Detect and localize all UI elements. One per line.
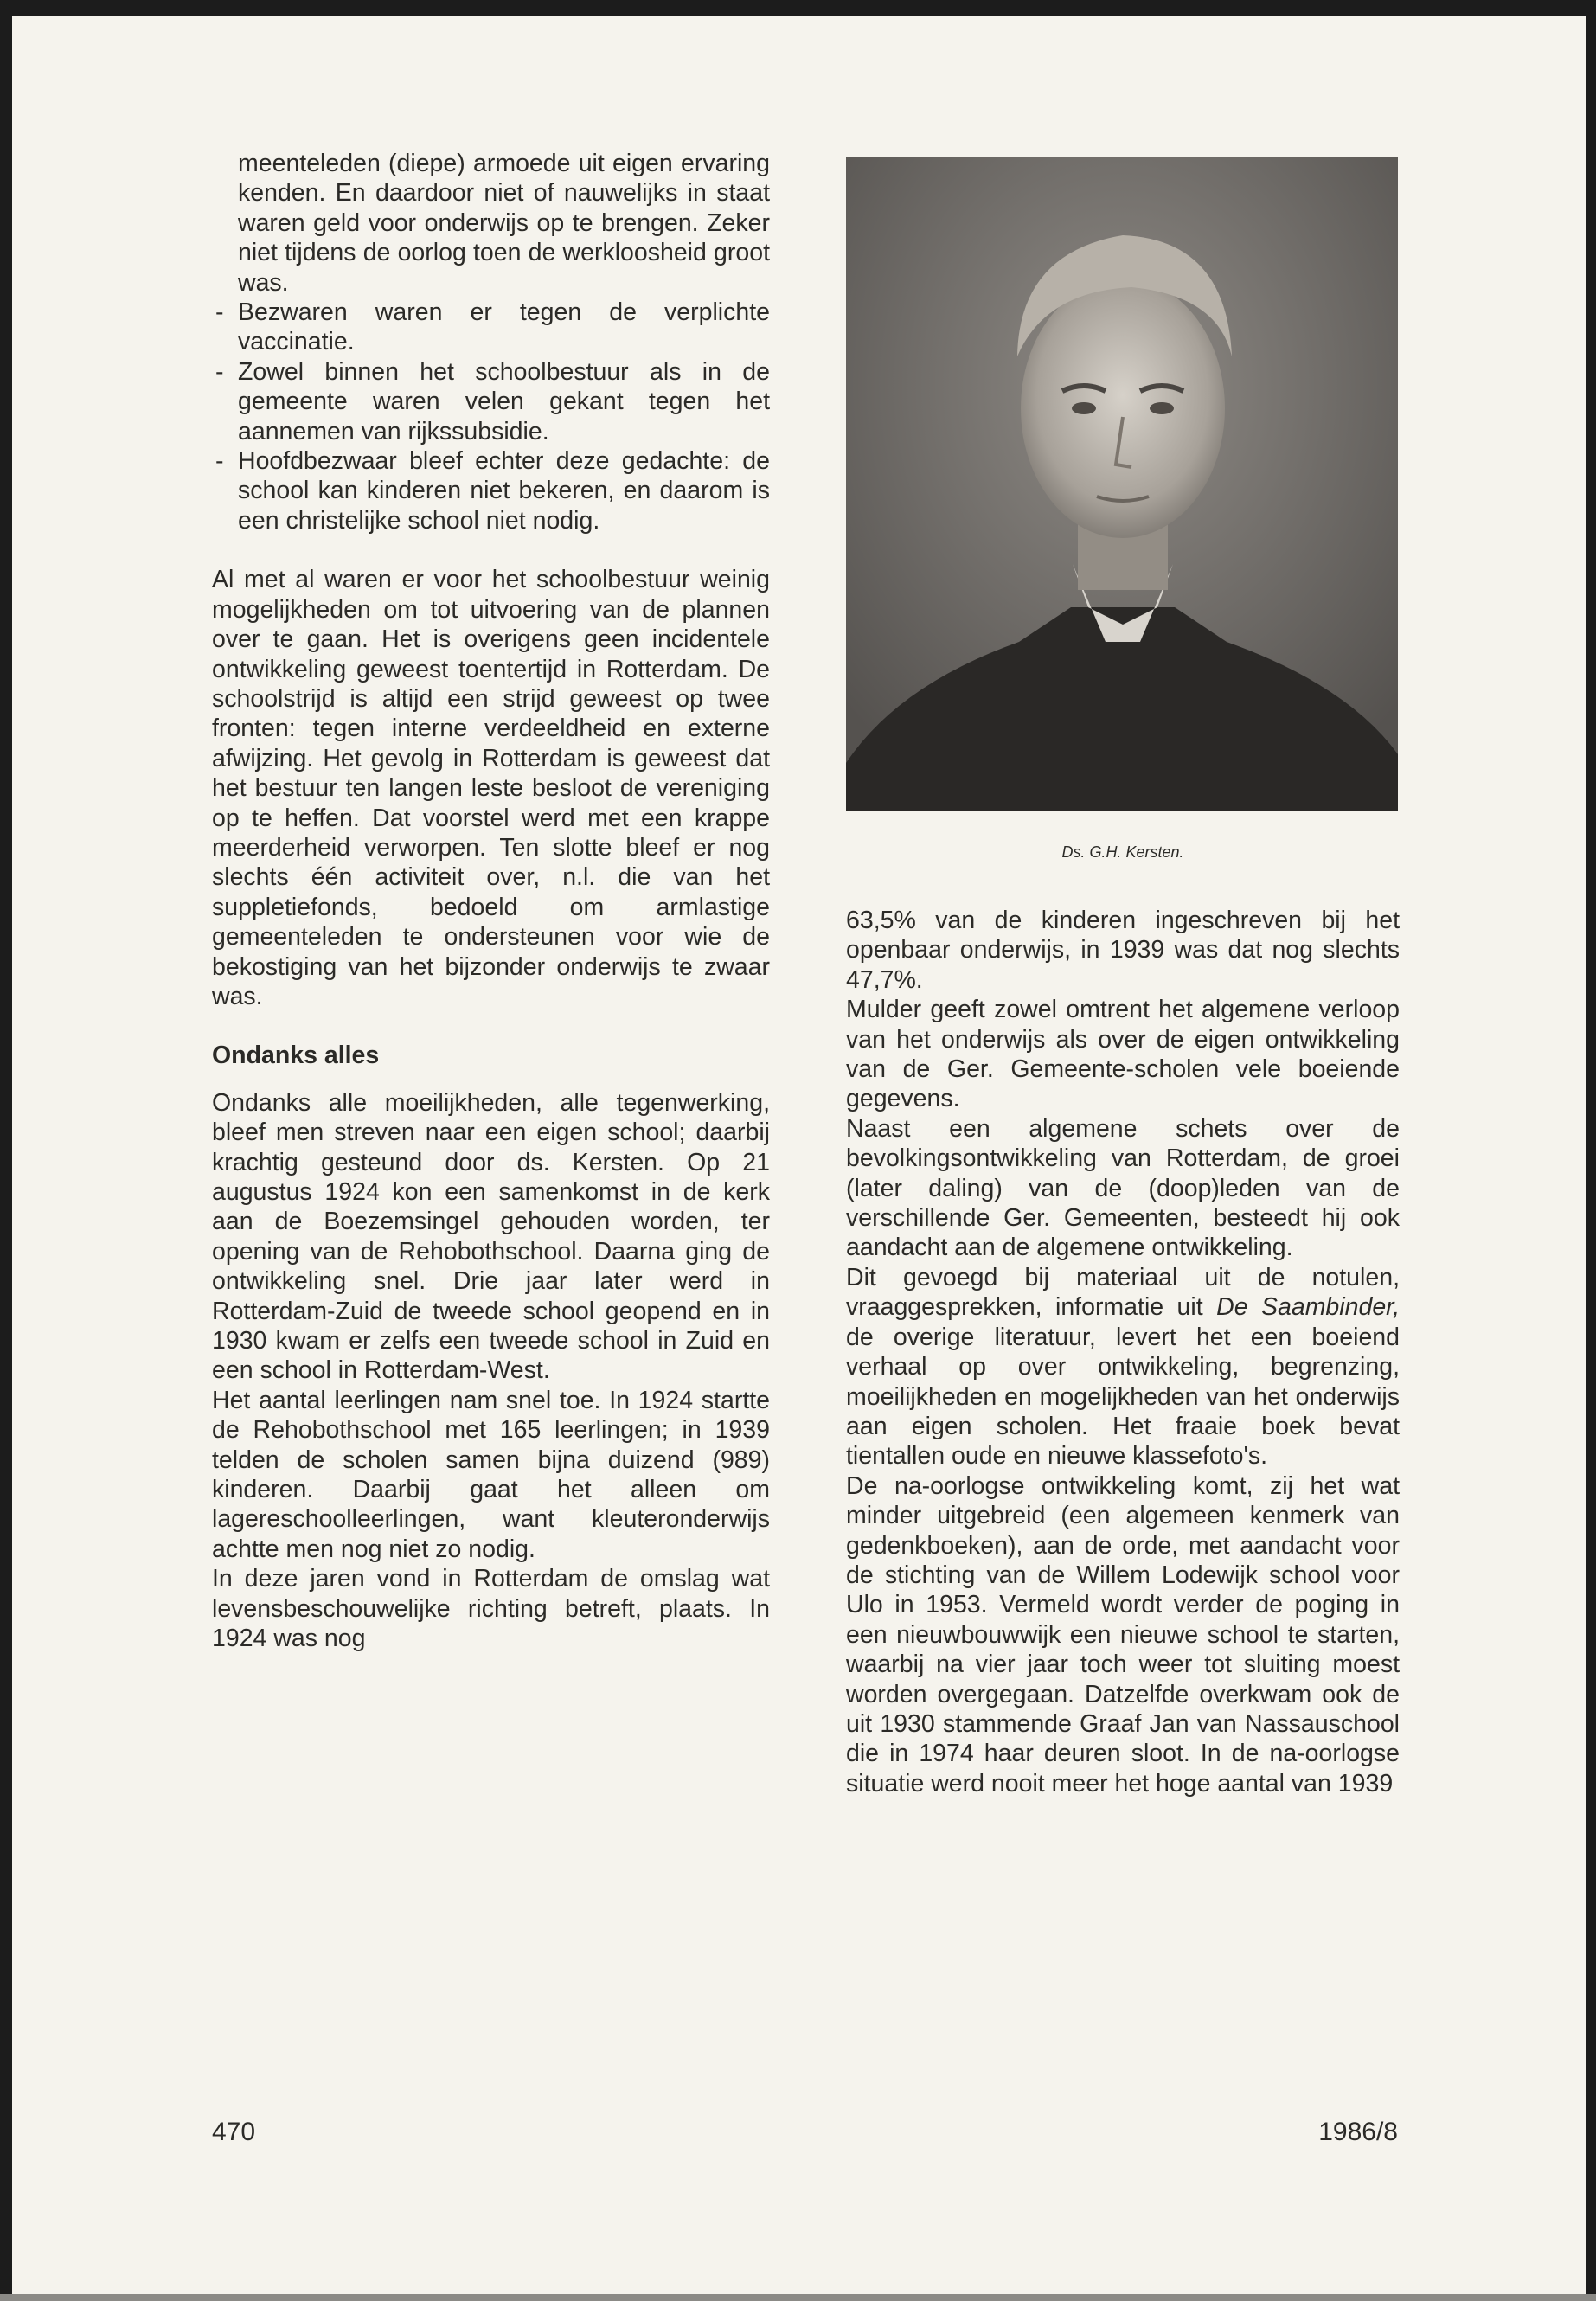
- objection-item: - Hoofdbezwaar bleef echter deze gedachte: de school kan kinderen niet bekeren, en daarom is een christelijke school niet nodig.: [212, 446, 770, 535]
- body-paragraph: [846, 1263, 1400, 1471]
- body-paragraph: De na-oorlogse ontwikkeling komt, zij het wat minder uitgebreid (een algemeen kenmerk van gedenkboeken), aan de orde, met aandacht voor de stichting van de Willem Lodewijk school voor Ulo in 1953. Vermeld wordt verder de poging in een nieuwbouwwijk een nieuwe school te starten, waarbij na vier jaar toch weer tot sluiting moest worden overgegaan. Datzelfde overkwam ook de uit 1930 stammende Graaf Jan van Nassauschool die in 1974 haar deuren sloot. In de na-oorlogse situatie werd nooit meer het hoge aantal van 1939: [846, 1471, 1400, 1798]
- paragraph-text: de overige literatuur, levert het een boeiend verhaal op over ontwikkeling, begrenzing, moeilijkheden en mogelijkheden van het onderwijs aan eigen scholen. Het fraaie boek bevat tientallen oude en nieuwe klassefoto's.: [846, 1323, 1400, 1471]
- body-paragraph: Al met al waren er voor het schoolbestuur weinig mogelijkheden om tot uitvoering van de plannen over te gaan. Het is overigens geen incidentele ontwikkeling geweest toentertijd in Rotterdam. De schoolstrijd is altijd een strijd geweest op twee fronten: tegen interne verdeeldheid en externe afwijzing. Het gevolg in Rotterdam is geweest dat het bestuur ten langen leste besloot de vereniging op te heffen. Dat voorstel werd met een krappe meerderheid verworpen. Ten slotte bleef er nog slechts één activiteit over, n.l. die van het suppletiefonds, bedoeld om armlastige gemeenteleden te ondersteunen voor wie de bekostiging van het bijzonder onderwijs te zwaar was.: [212, 566, 770, 1010]
- scan-frame-right: [1586, 0, 1596, 2301]
- objection-item: - Bezwaren waren er tegen de verplichte vaccinatie.: [212, 298, 770, 357]
- paragraph-gap: [212, 1011, 770, 1041]
- objection-item: - Zowel binnen het schoolbestuur als in de gemeente waren velen gekant tegen het aannemen van rijkssubsidie.: [212, 357, 770, 446]
- page-number: 470: [212, 2118, 256, 2146]
- scan-frame-bottom: [0, 2294, 1596, 2301]
- intro-continuation: meenteleden (diepe) armoede uit eigen ervaring kenden. En daardoor niet of nauwelijks in staat waren geld voor onderwijs op te brengen. Zeker niet tijdens de oorlog toen de werkloosheid groot was.: [238, 150, 770, 297]
- publication-title: De Saambinder,: [1216, 1293, 1400, 1322]
- issue-number: 1986/8: [1318, 2118, 1398, 2146]
- right-column: [846, 906, 1400, 1798]
- scan-frame-top: [0, 0, 1596, 16]
- body-paragraph: In deze jaren vond in Rotterdam de omslag wat levensbeschouwelijke richting betreft, plaats. In 1924 was nog: [212, 1565, 770, 1653]
- body-paragraph: Naast een algemene schets over de bevolkingsontwikkeling van Rotterdam, de groei (later daling) van de (doop)leden van de verschillende Ger. Gemeenten, besteedt hij ook aandacht aan de algemene ontwikkeling.: [846, 1114, 1400, 1262]
- paragraph-text: Dit gevoegd bij materiaal uit de notulen, vraaggesprekken, informatie uit: [846, 1263, 1400, 1322]
- paragraph-gap: [212, 535, 770, 565]
- left-column: [212, 149, 770, 1654]
- body-paragraph: Het aantal leerlingen nam snel toe. In 1924 startte de Rehobothschool met 165 leerlingen; in 1939 telden de scholen samen bijna duizend (989) kinderen. Daarbij gaat het alleen om lagereschoolleerlingen, want kleuteronderwijs achtte men nog niet zo nodig.: [212, 1386, 770, 1563]
- body-paragraph: Ondanks alle moeilijkheden, alle tegenwerking, bleef men streven naar een eigen school; daarbij krachtig gesteund door ds. Kersten. Op 21 augustus 1924 kon een samenkomst in de kerk aan de Boezemsingel gehouden worden, ter opening van de Rehobothschool. Daarna ging de ontwikkeling snel. Drie jaar later werd in Rotterdam-Zuid de tweede school geopend en in 1930 kwam er zelfs een tweede school in Zuid en een school in Rotterdam-West.: [212, 1088, 770, 1385]
- photo-caption: Ds. G.H. Kersten.: [1061, 843, 1184, 861]
- body-paragraph: Mulder geeft zowel omtrent het algemene verloop van het onderwijs als over de eigen ontwikkeling van de Ger. Gemeente-scholen vele boeiende gegevens.: [846, 996, 1400, 1113]
- section-heading: Ondanks alles: [212, 1042, 380, 1070]
- portrait-image: [846, 157, 1398, 811]
- objection-list: [212, 298, 770, 535]
- scan-frame-left: [0, 0, 12, 2301]
- body-paragraph: 63,5% van de kinderen ingeschreven bij het openbaar onderwijs, in 1939 was dat nog slechts 47,7%.: [846, 907, 1400, 994]
- portrait-photo: [846, 157, 1398, 811]
